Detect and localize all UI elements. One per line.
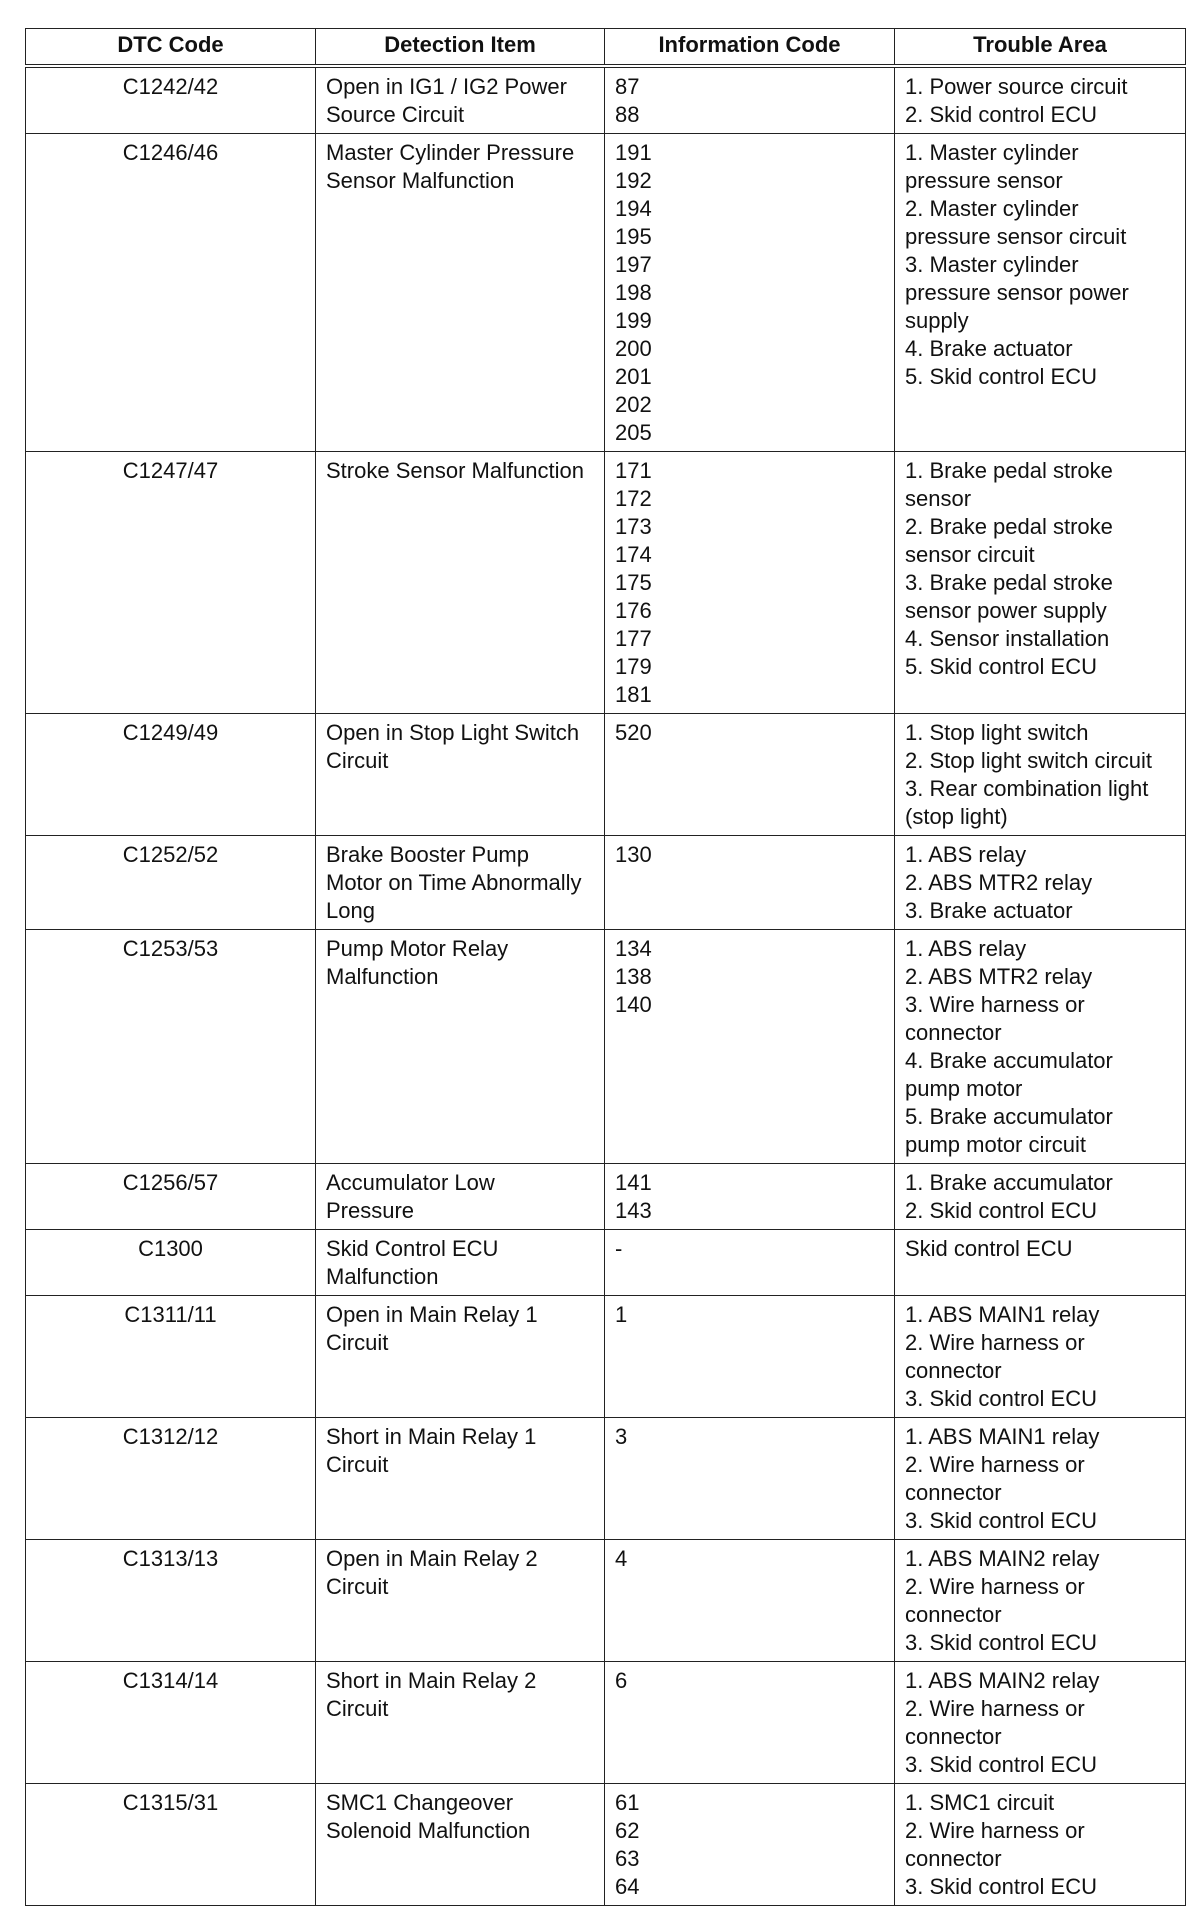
information-code-line: 198 [615,280,652,305]
trouble-area-line: 1. Brake pedal stroke [905,458,1113,483]
information-code-line: 200 [615,336,652,361]
information-code-line: 202 [615,392,652,417]
trouble-area-line: 2. Wire harness or [905,1574,1085,1599]
information-code-line: 4 [615,1546,628,1571]
trouble-area-line: connector [905,1020,1002,1045]
detection-item-cell [316,1296,605,1418]
trouble-area-line: 5. Skid control ECU [905,654,1097,679]
information-code-line: 64 [615,1874,640,1899]
table-row [26,1296,1186,1418]
detection-line: Skid Control ECU [326,1236,499,1261]
trouble-area-cell [895,836,1186,930]
dtc-code-cell: C1300 [26,1230,316,1296]
detection-item-cell [316,1230,605,1296]
information-code-line: 143 [615,1198,652,1223]
information-code-line: 6 [615,1668,628,1693]
header-trouble-area: Trouble Area [895,29,1186,67]
trouble-area-line: 1. ABS MAIN1 relay [905,1302,1100,1327]
table-row [26,1230,1186,1296]
information-code-line: 192 [615,168,652,193]
information-code-line: 179 [615,654,652,679]
detection-line: Circuit [326,748,389,773]
trouble-area-line: pump motor [905,1076,1023,1101]
trouble-area-line: 2. Master cylinder [905,196,1079,221]
table-row [26,1540,1186,1662]
trouble-area-line: 3. Skid control ECU [905,1386,1097,1411]
trouble-area-line: connector [905,1724,1002,1749]
trouble-area-line: 2. Wire harness or [905,1330,1085,1355]
detection-line: Master Cylinder Pressure [326,140,575,165]
detection-item-cell [316,930,605,1164]
trouble-area-line: pressure sensor circuit [905,224,1127,249]
information-code-line: 195 [615,224,652,249]
trouble-area-line: (stop light) [905,804,1008,829]
trouble-area-line: 5. Brake accumulator [905,1104,1113,1129]
detection-line: Stroke Sensor Malfunction [326,458,585,483]
trouble-area-line: 1. SMC1 circuit [905,1790,1055,1815]
trouble-area-line: 3. Brake actuator [905,898,1073,923]
detection-line: Circuit [326,1452,389,1477]
trouble-area-line: 2. Wire harness or [905,1452,1085,1477]
dtc-code-cell: C1253/53 [26,930,316,1164]
detection-line: Brake Booster Pump [326,842,529,867]
trouble-area-line: 3. Skid control ECU [905,1508,1097,1533]
trouble-area-line: 3. Rear combination light [905,776,1149,801]
information-code-cell [605,1164,895,1230]
trouble-area-line: sensor [905,486,972,511]
trouble-area-line: 1. Master cylinder [905,140,1079,165]
dtc-code-cell: C1246/46 [26,134,316,452]
dtc-code-cell: C1315/31 [26,1784,316,1906]
information-code-line: 197 [615,252,652,277]
trouble-area-line: connector [905,1358,1002,1383]
trouble-area-cell [895,134,1186,452]
information-code-cell [605,66,895,134]
information-code-line: 88 [615,102,640,127]
trouble-area-cell [895,66,1186,134]
information-code-line: 181 [615,682,652,707]
detection-line: Short in Main Relay 1 [326,1424,537,1449]
dtc-code-cell: C1256/57 [26,1164,316,1230]
detection-item-cell [316,1540,605,1662]
trouble-area-cell [895,1540,1186,1662]
trouble-area-cell [895,714,1186,836]
table-body [26,66,1186,1906]
information-code-line: 173 [615,514,652,539]
trouble-area-cell [895,1784,1186,1906]
information-code-cell [605,1296,895,1418]
information-code-line: 520 [615,720,652,745]
trouble-area-line: 2. Wire harness or [905,1818,1085,1843]
detection-line: Motor on Time Abnormally [326,870,582,895]
detection-item-cell [316,134,605,452]
table-row [26,452,1186,714]
trouble-area-line: 2. ABS MTR2 relay [905,870,1093,895]
trouble-area-line: 1. ABS MAIN1 relay [905,1424,1100,1449]
detection-line: Open in Main Relay 1 [326,1302,538,1327]
information-code-line: 61 [615,1790,640,1815]
trouble-area-cell [895,1662,1186,1784]
trouble-area-line: 3. Skid control ECU [905,1874,1097,1899]
dtc-code-cell: C1314/14 [26,1662,316,1784]
information-code-line: 62 [615,1818,640,1843]
detection-line: Open in Main Relay 2 [326,1546,538,1571]
trouble-area-line: 1. ABS relay [905,936,1027,961]
detection-line: Solenoid Malfunction [326,1818,531,1843]
detection-item-cell [316,66,605,134]
table-row [26,1662,1186,1784]
dtc-code-cell: C1312/12 [26,1418,316,1540]
trouble-area-line: connector [905,1602,1002,1627]
information-code-cell [605,930,895,1164]
information-code-line: 201 [615,364,652,389]
table-header-row [26,29,1186,67]
detection-line: Pump Motor Relay [326,936,509,961]
detection-line: Circuit [326,1330,389,1355]
trouble-area-line: 2. Skid control ECU [905,1198,1097,1223]
trouble-area-line: 4. Brake actuator [905,336,1073,361]
detection-item-cell [316,452,605,714]
detection-line: Source Circuit [326,102,465,127]
trouble-area-line: 1. ABS relay [905,842,1027,867]
detection-item-cell [316,836,605,930]
dtc-code-cell: C1247/47 [26,452,316,714]
trouble-area-line: 2. Wire harness or [905,1696,1085,1721]
information-code-line: 176 [615,598,652,623]
trouble-area-cell [895,930,1186,1164]
information-code-cell [605,1784,895,1906]
information-code-line: 205 [615,420,652,445]
detection-line: Malfunction [326,1264,439,1289]
information-code-line: 199 [615,308,652,333]
trouble-area-line: 1. Stop light switch [905,720,1089,745]
information-code-cell [605,134,895,452]
trouble-area-line: connector [905,1846,1002,1871]
trouble-area-line: supply [905,308,969,333]
information-code-line: 134 [615,936,652,961]
trouble-area-line: 2. Stop light switch circuit [905,748,1152,773]
trouble-area-line: 1. ABS MAIN2 relay [905,1546,1100,1571]
trouble-area-line: 3. Master cylinder [905,252,1079,277]
information-code-line: 175 [615,570,652,595]
trouble-area-line: 2. Skid control ECU [905,102,1097,127]
detection-line: Long [326,898,375,923]
information-code-cell [605,1662,895,1784]
detection-line: Open in IG1 / IG2 Power [326,74,567,99]
information-code-cell [605,836,895,930]
detection-line: Sensor Malfunction [326,168,515,193]
information-code-cell [605,1540,895,1662]
header-information-code: Information Code [605,29,895,67]
table-row [26,1784,1186,1906]
trouble-area-line: Skid control ECU [905,1236,1073,1261]
information-code-line: 138 [615,964,652,989]
dtc-code-cell: C1313/13 [26,1540,316,1662]
trouble-area-line: sensor circuit [905,542,1035,567]
detection-line: Short in Main Relay 2 [326,1668,537,1693]
trouble-area-line: 3. Brake pedal stroke [905,570,1113,595]
dtc-code-cell: C1249/49 [26,714,316,836]
table-row [26,714,1186,836]
trouble-area-cell [895,1418,1186,1540]
information-code-line: 177 [615,626,652,651]
information-code-line: 140 [615,992,652,1017]
trouble-area-line: 1. ABS MAIN2 relay [905,1668,1100,1693]
detection-item-cell [316,1164,605,1230]
information-code-line: 87 [615,74,640,99]
information-code-cell [605,714,895,836]
table-row [26,1418,1186,1540]
dtc-table [25,28,1186,1906]
table-row [26,836,1186,930]
trouble-area-line: 1. Brake accumulator [905,1170,1113,1195]
detection-item-cell [316,1784,605,1906]
detection-line: SMC1 Changeover [326,1790,514,1815]
detection-line: Accumulator Low [326,1170,495,1195]
detection-line: Circuit [326,1574,389,1599]
information-code-cell [605,1418,895,1540]
trouble-area-line: 4. Brake accumulator [905,1048,1113,1073]
detection-item-cell [316,714,605,836]
trouble-area-cell [895,1296,1186,1418]
information-code-line: 174 [615,542,652,567]
trouble-area-line: 2. Brake pedal stroke [905,514,1113,539]
trouble-area-line: 5. Skid control ECU [905,364,1097,389]
table-row [26,66,1186,134]
dtc-code-cell: C1252/52 [26,836,316,930]
table-row [26,134,1186,452]
detection-line: Open in Stop Light Switch [326,720,580,745]
header-detection-item: Detection Item [316,29,605,67]
information-code-line: 171 [615,458,652,483]
dtc-code-cell: C1242/42 [26,66,316,134]
information-code-line: 130 [615,842,652,867]
trouble-area-line: 1. Power source circuit [905,74,1128,99]
trouble-area-line: 4. Sensor installation [905,626,1110,651]
detection-line: Pressure [326,1198,415,1223]
detection-item-cell [316,1418,605,1540]
trouble-area-line: 2. ABS MTR2 relay [905,964,1093,989]
information-code-line: - [615,1236,623,1261]
trouble-area-line: pump motor circuit [905,1132,1086,1157]
header-dtc-code: DTC Code [26,29,316,67]
information-code-line: 63 [615,1846,640,1871]
trouble-area-line: 3. Skid control ECU [905,1630,1097,1655]
information-code-line: 141 [615,1170,652,1195]
trouble-area-line: pressure sensor [905,168,1063,193]
dtc-code-cell: C1311/11 [26,1296,316,1418]
trouble-area-line: connector [905,1480,1002,1505]
information-code-line: 194 [615,196,652,221]
trouble-area-line: 3. Skid control ECU [905,1752,1097,1777]
information-code-line: 191 [615,140,652,165]
trouble-area-line: 3. Wire harness or [905,992,1085,1017]
trouble-area-line: pressure sensor power [905,280,1129,305]
information-code-line: 172 [615,486,652,511]
table-row [26,930,1186,1164]
trouble-area-cell [895,1164,1186,1230]
detection-line: Malfunction [326,964,439,989]
trouble-area-cell [895,1230,1186,1296]
detection-item-cell [316,1662,605,1784]
information-code-cell [605,452,895,714]
information-code-line: 1 [615,1302,628,1327]
trouble-area-cell [895,452,1186,714]
trouble-area-line: sensor power supply [905,598,1107,623]
information-code-cell [605,1230,895,1296]
table-row [26,1164,1186,1230]
information-code-line: 3 [615,1424,628,1449]
detection-line: Circuit [326,1696,389,1721]
